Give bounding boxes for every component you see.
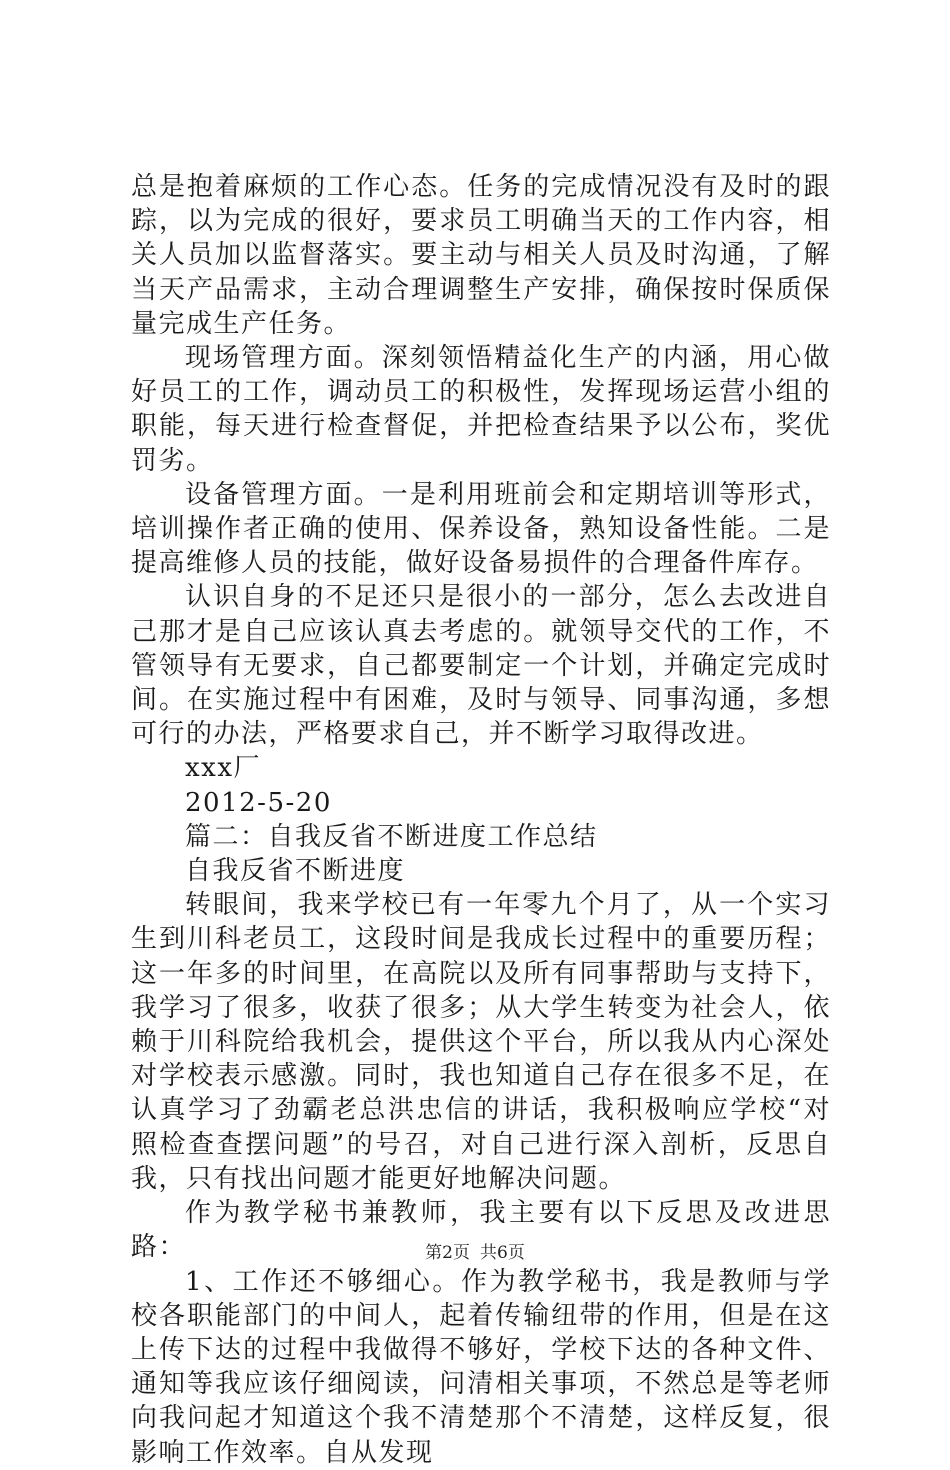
- paragraph-site-management: 现场管理方面。深刻领悟精益化生产的内涵，用心做好员工的工作，调动员工的积极性，发挥现场运营小组的职能，每天进行检查督促，并把检查结果予以公布，奖优罚劣。: [131, 343, 831, 476]
- paragraph-self-improvement: 认识自身的不足还只是很小的一部分，怎么去改进自己那才是自己应该认真去考虑的。就领导交代的工作，不管领导有无要求，自己都要制定一个计划，并确定完成时间。在实施过程中有困难，及时与领导、同事沟通，多想可行的办法，严格要求自己，并不断学习取得改进。: [131, 582, 831, 750]
- paragraph-equipment-management: 设备管理方面。一是利用班前会和定期培训等形式，培训操作者正确的使用、保养设备，熟知设备性能。二是提高维修人员的技能，做好设备易损件的合理备件库存。: [131, 479, 831, 579]
- paragraph-role: 作为教学秘书兼教师，我主要有以下反思及改进思路：: [131, 1198, 831, 1263]
- paragraph-continuation: 总是抱着麻烦的工作心态。任务的完成情况没有及时的跟踪，以为完成的很好，要求员工明确当天的工作内容，相关人员加以监督落实。要主动与相关人员及时沟通，了解当天产品需求，主动合理调整生产安排，确保按时保质保量完成生产任务。: [131, 172, 831, 339]
- page-number: 第2页: [425, 1243, 470, 1263]
- paragraph-intro: 转眼间，我来学校已有一年零九个月了，从一个实习生到川科老员工，这段时间是我成长过程中的重要历程；这一年多的时间里，在高院以及所有同事帮助与支持下，我学习了很多，收获了很多；从大学生转变为社会人，依赖于川科院给我机会，提供这个平台，所以我从内心深处对学校表示感激。同时，我也知道自己存在很多不足，在认真学习了劲霸老总洪忠信的讲话，我积极响应学校“对照检查查摆问题”的号召，对自己进行深入剖析，反思自我，只有找出问题才能更好地解决问题。: [131, 890, 831, 1194]
- section-subtitle: 自我反省不断进度: [185, 856, 406, 887]
- paragraph-point-1: 1、工作还不够细心。作为教学秘书，我是教师与学校各职能部门的中间人，起着传输纽带的作用，但是在这上传下达的过程中我做得不够好，学校下达的各种文件、通知等我应该仔细阅读，问清相关事项，不然总是等老师向我问起才知道这个我不清楚那个不清楚，这样反复，很影响工作效率。自从发现: [131, 1266, 831, 1468]
- page-total: 共6页: [480, 1243, 525, 1263]
- signature-factory: xxx厂: [185, 753, 261, 784]
- section-heading: 篇二：自我反省不断进度工作总结: [185, 821, 598, 852]
- signature-date: 2012-5-20: [185, 787, 332, 818]
- page-footer: [0, 1242, 950, 1264]
- document-body: [131, 170, 831, 1470]
